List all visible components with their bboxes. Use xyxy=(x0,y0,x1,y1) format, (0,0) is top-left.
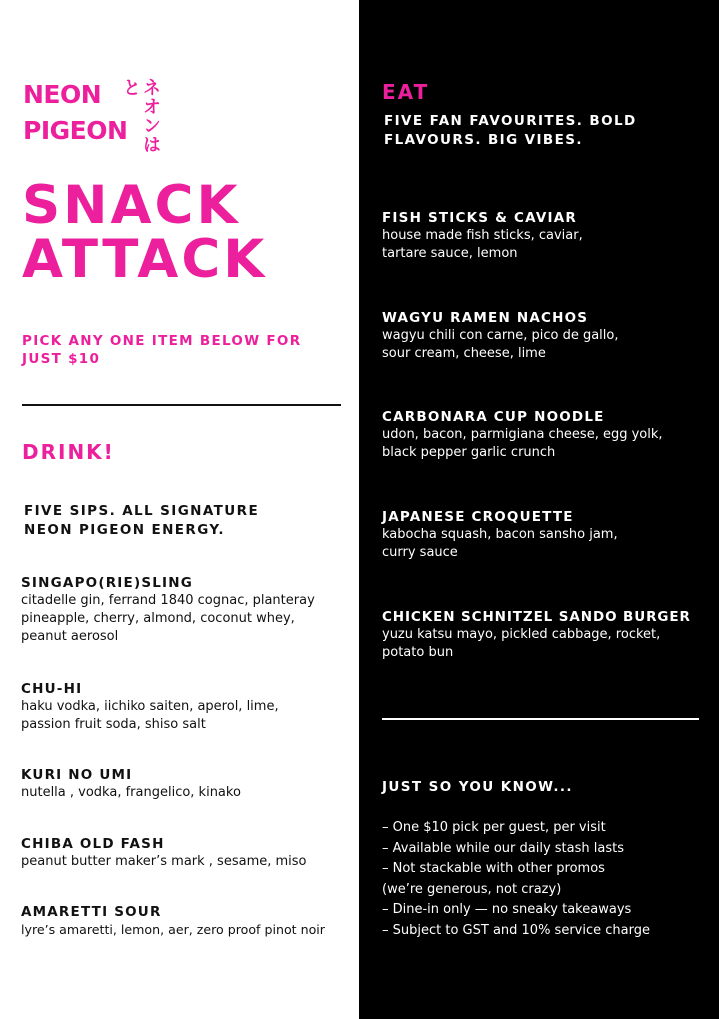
eat-item-japanese-croquette xyxy=(382,508,707,562)
eat-item-desc-line: black pepper garlic crunch xyxy=(382,445,556,460)
offer-text: PICK ANY ONE ITEM BELOW FOR JUST $10 xyxy=(22,333,302,367)
drink-item-name: SINGAPO(RIE)SLING xyxy=(21,575,194,591)
eat-item-name: CARBONARA CUP NOODLE xyxy=(382,409,605,425)
eat-item-name: CHICKEN SCHNITZEL SANDO BURGER xyxy=(382,609,691,625)
drink-item-desc-line: lyre’s amaretti, lemon, aer, zero proof pinot noir xyxy=(21,922,325,937)
drink-item-name: CHIBA OLD FASH xyxy=(21,836,165,852)
drink-item-singaporiesling xyxy=(21,574,356,646)
right-panel xyxy=(359,0,719,1019)
drink-item-desc-line: peanut aerosol xyxy=(21,629,119,644)
drink-item-desc-line: peanut butter maker’s mark , sesame, miso xyxy=(21,854,307,869)
eat-item-desc-line: sour cream, cheese, lime xyxy=(382,346,546,361)
notes-line: – One $10 pick per guest, per visit xyxy=(382,820,606,835)
eat-tagline-line-1: FIVE FAN FAVOURITES. BOLD xyxy=(384,113,637,129)
eat-tagline xyxy=(384,112,684,150)
drink-item-name: AMARETTI SOUR xyxy=(21,904,162,920)
notes-list xyxy=(382,818,702,941)
eat-item-desc-line: tartare sauce, lemon xyxy=(382,246,518,261)
eat-item-fish-sticks-caviar xyxy=(382,209,707,263)
notes-line: – Not stackable with other promos xyxy=(382,861,605,876)
drink-item-name: KURI NO UMI xyxy=(21,767,133,783)
notes-heading: JUST SO YOU KNOW... xyxy=(382,779,573,795)
eat-item-desc-line: udon, bacon, parmigiana cheese, egg yolk, xyxy=(382,427,663,442)
drink-tagline xyxy=(24,502,324,540)
drink-item-name: CHU-HI xyxy=(21,681,83,697)
drink-item-chu-hi xyxy=(21,680,356,734)
eat-item-desc-line: wagyu chili con carne, pico de gallo, xyxy=(382,328,619,343)
eat-item-name: FISH STICKS & CAVIAR xyxy=(382,210,577,226)
left-panel xyxy=(0,0,359,1019)
notes-line: – Available while our daily stash lasts xyxy=(382,840,624,856)
drink-item-desc-line: citadelle gin, ferrand 1840 cognac, planteray xyxy=(21,593,315,608)
neon-pigeon-logo xyxy=(23,78,161,160)
drink-tagline-line-1: FIVE SIPS. ALL SIGNATURE xyxy=(24,503,260,519)
page-title-line-1: SNACK xyxy=(22,175,241,236)
eat-item-name: WAGYU RAMEN NACHOS xyxy=(382,310,589,326)
eat-item-desc-line: house made fish sticks, caviar, xyxy=(382,228,583,243)
page-title-line-2: ATTACK xyxy=(22,229,268,290)
eat-item-name: JAPANESE CROQUETTE xyxy=(382,509,574,525)
drink-item-kuri-no-umi xyxy=(21,766,356,802)
notes-line: – Subject to GST and 10% service charge xyxy=(382,922,650,938)
drink-item-desc-line: pineapple, cherry, almond, coconut whey, xyxy=(21,611,295,626)
eat-item-desc-line: kabocha squash, bacon sansho jam, xyxy=(382,527,618,542)
eat-item-carbonara-cup-noodle xyxy=(382,408,707,462)
logo-word-neon: NEON xyxy=(23,80,102,109)
divider xyxy=(382,718,699,720)
drink-item-amaretti-sour xyxy=(21,903,356,939)
eat-item-desc-line: curry sauce xyxy=(382,545,458,560)
eat-item-wagyu-ramen-nachos xyxy=(382,309,707,363)
drink-item-chiba-old-fash xyxy=(21,835,356,871)
eat-item-chicken-schnitzel-sando-burger xyxy=(382,608,707,662)
eat-item-desc-line: potato bun xyxy=(382,645,454,660)
drink-tagline-line-2: NEON PIGEON ENERGY. xyxy=(24,522,225,538)
notes-line: – Dine-in only — no sneaky takeaways xyxy=(382,902,632,917)
notes-line: (we’re generous, not crazy) xyxy=(382,881,562,897)
drink-heading: DRINK! xyxy=(22,440,115,464)
drink-item-desc-line: passion fruit soda, shiso salt xyxy=(21,717,206,732)
eat-item-desc-line: yuzu katsu mayo, pickled cabbage, rocket, xyxy=(382,627,661,642)
divider xyxy=(22,404,341,406)
eat-tagline-line-2: FLAVOURS. BIG VIBES. xyxy=(384,132,583,148)
logo-japanese: ネオンはと xyxy=(120,78,161,154)
logo-word-pigeon: PIGEON xyxy=(23,116,128,145)
drink-item-desc-line: nutella , vodka, frangelico, kinako xyxy=(21,785,241,800)
eat-heading: EAT xyxy=(382,80,430,104)
drink-item-desc-line: haku vodka, iichiko saiten, aperol, lime, xyxy=(21,699,279,714)
